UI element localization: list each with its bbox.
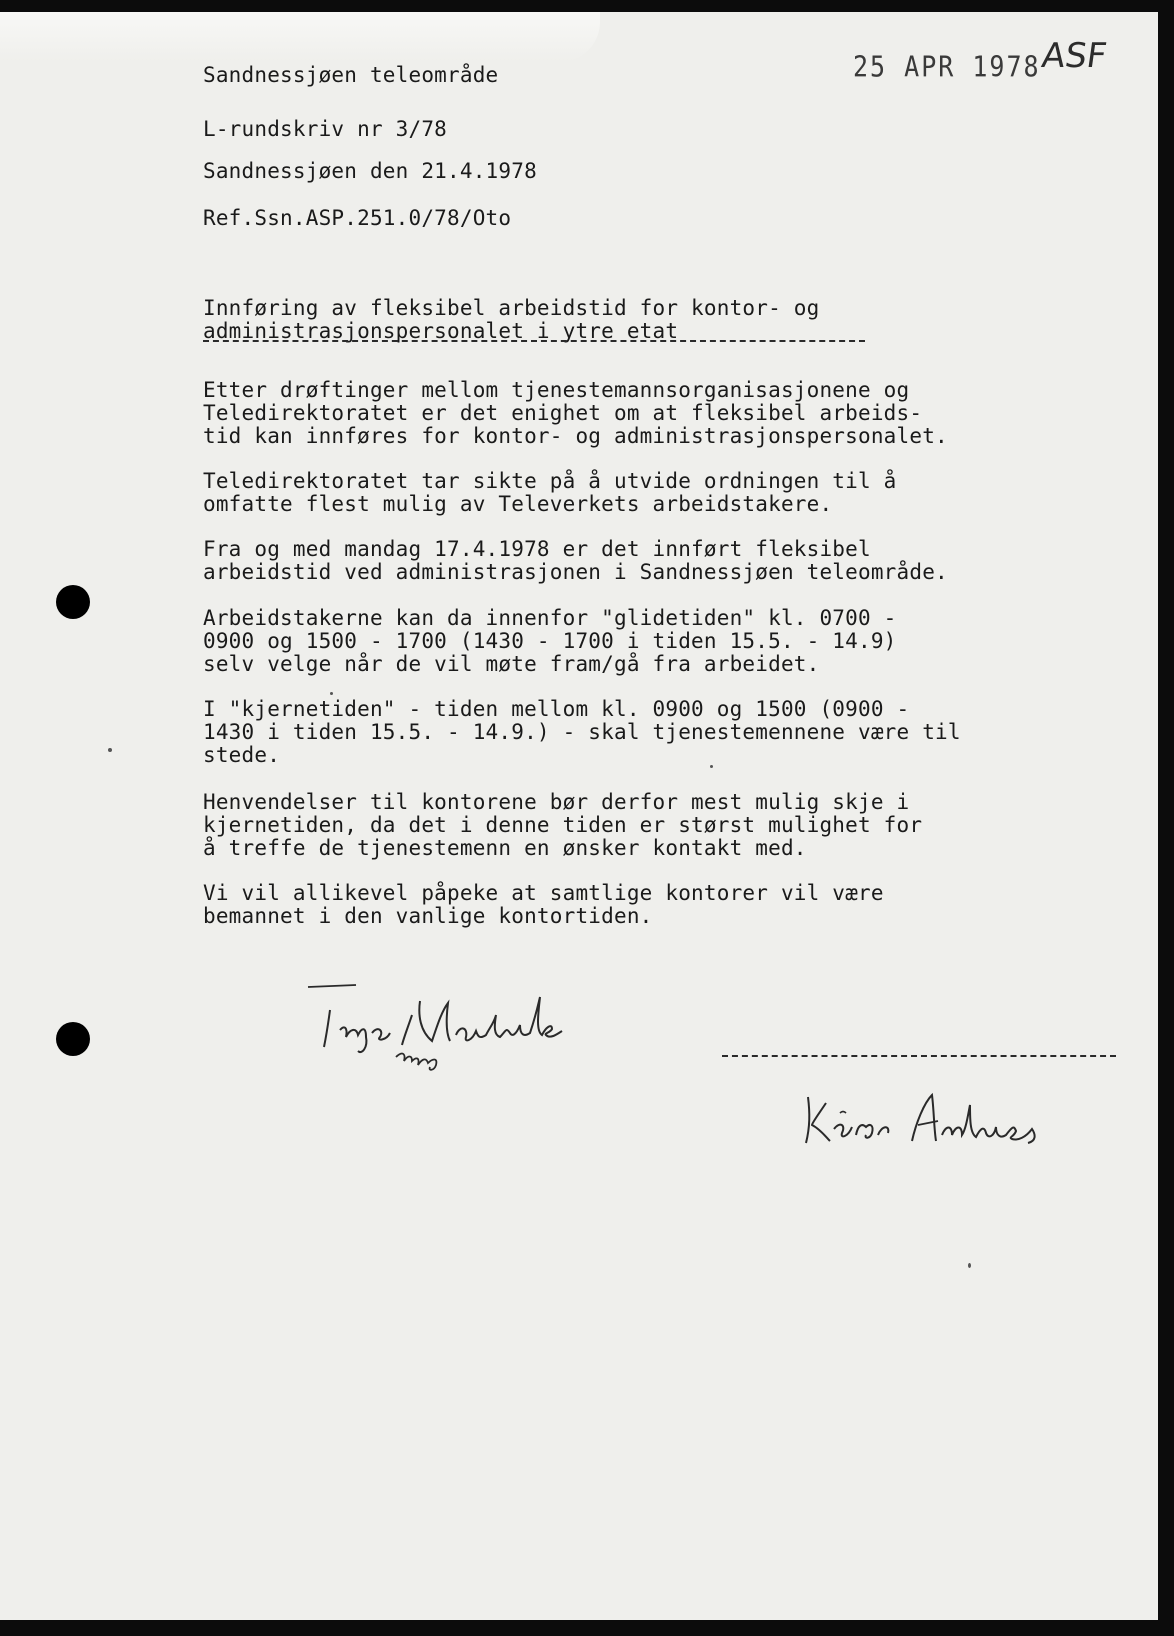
scan-speck xyxy=(710,765,713,768)
paragraph-4 xyxy=(203,607,897,676)
paragraph-7 xyxy=(203,882,884,928)
circular-number: L-rundskriv nr 3/78 xyxy=(203,117,448,141)
scan-speck xyxy=(330,692,333,695)
handwritten-signature-right xyxy=(800,1085,1050,1160)
paragraph-6 xyxy=(203,791,922,860)
paragraph-line: Vi vil allikevel påpeke at samtlige kontorer vil være xyxy=(203,881,884,905)
scan-glare xyxy=(0,12,600,62)
title-line-1: Innføring av fleksibel arbeidstid for kontor- og xyxy=(203,296,820,320)
paragraph-line: Fra og med mandag 17.4.1978 er det innført fleksibel xyxy=(203,537,871,561)
paragraph-line: arbeidstid ved administrasjonen i Sandnessjøen teleområde. xyxy=(203,560,948,584)
reference-number: Ref.Ssn.ASP.251.0/78/Oto xyxy=(203,206,512,230)
paragraph-line: stede. xyxy=(203,743,281,767)
paragraph-line: Teledirektoratet er det enighet om at fleksibel arbeids- xyxy=(203,401,923,425)
handwritten-signature-left xyxy=(300,975,600,1085)
paragraph-3 xyxy=(203,538,948,584)
scan-speck xyxy=(108,748,112,752)
paragraph-line: Henvendelser til kontorene bør derfor mest mulig skje i xyxy=(203,790,910,814)
place-and-date: Sandnessjøen den 21.4.1978 xyxy=(203,159,537,183)
paragraph-2 xyxy=(203,470,897,516)
punch-hole xyxy=(56,1022,90,1056)
paragraph-line: Arbeidstakerne kan da innenfor "glidetiden" kl. 0700 - xyxy=(203,606,897,630)
paragraph-line: bemannet i den vanlige kontortiden. xyxy=(203,904,653,928)
paragraph-line: I "kjernetiden" - tiden mellom kl. 0900 og 1500 (0900 - xyxy=(203,697,910,721)
paragraph-line: selv velge når de vil møte fram/gå fra arbeidet. xyxy=(203,652,820,676)
title-line-2: administrasjonspersonalet i ytre etat xyxy=(203,319,679,343)
received-date-stamp: 25 APR 1978 xyxy=(853,49,1041,84)
title-underline xyxy=(203,340,865,342)
paragraph-line: kjernetiden, da det i denne tiden er størst mulighet for xyxy=(203,813,923,837)
document-title xyxy=(203,297,819,343)
paragraph-5 xyxy=(203,698,961,767)
paragraph-line: omfatte flest mulig av Televerkets arbeidstakere. xyxy=(203,492,833,516)
office-name: Sandnessjøen teleområde xyxy=(203,63,499,87)
paragraph-line: Etter drøftinger mellom tjenestemannsorganisasjonene og xyxy=(203,378,910,402)
paragraph-line: 1430 i tiden 15.5. - 14.9.) - skal tjenestemennene være til xyxy=(203,720,961,744)
paragraph-1 xyxy=(203,379,948,448)
scan-speck xyxy=(968,1263,971,1268)
paragraph-line: 0900 og 1500 - 1700 (1430 - 1700 i tiden 15.5. - 14.9) xyxy=(203,629,897,653)
paragraph-line: å treffe de tjenestemenn en ønsker kontakt med. xyxy=(203,836,807,860)
handwritten-initials: ASF xyxy=(1039,36,1110,76)
punch-hole xyxy=(56,585,90,619)
signature-line xyxy=(722,1055,1116,1057)
paragraph-line: Teledirektoratet tar sikte på å utvide ordningen til å xyxy=(203,469,897,493)
paragraph-line: tid kan innføres for kontor- og administrasjonspersonalet. xyxy=(203,424,948,448)
